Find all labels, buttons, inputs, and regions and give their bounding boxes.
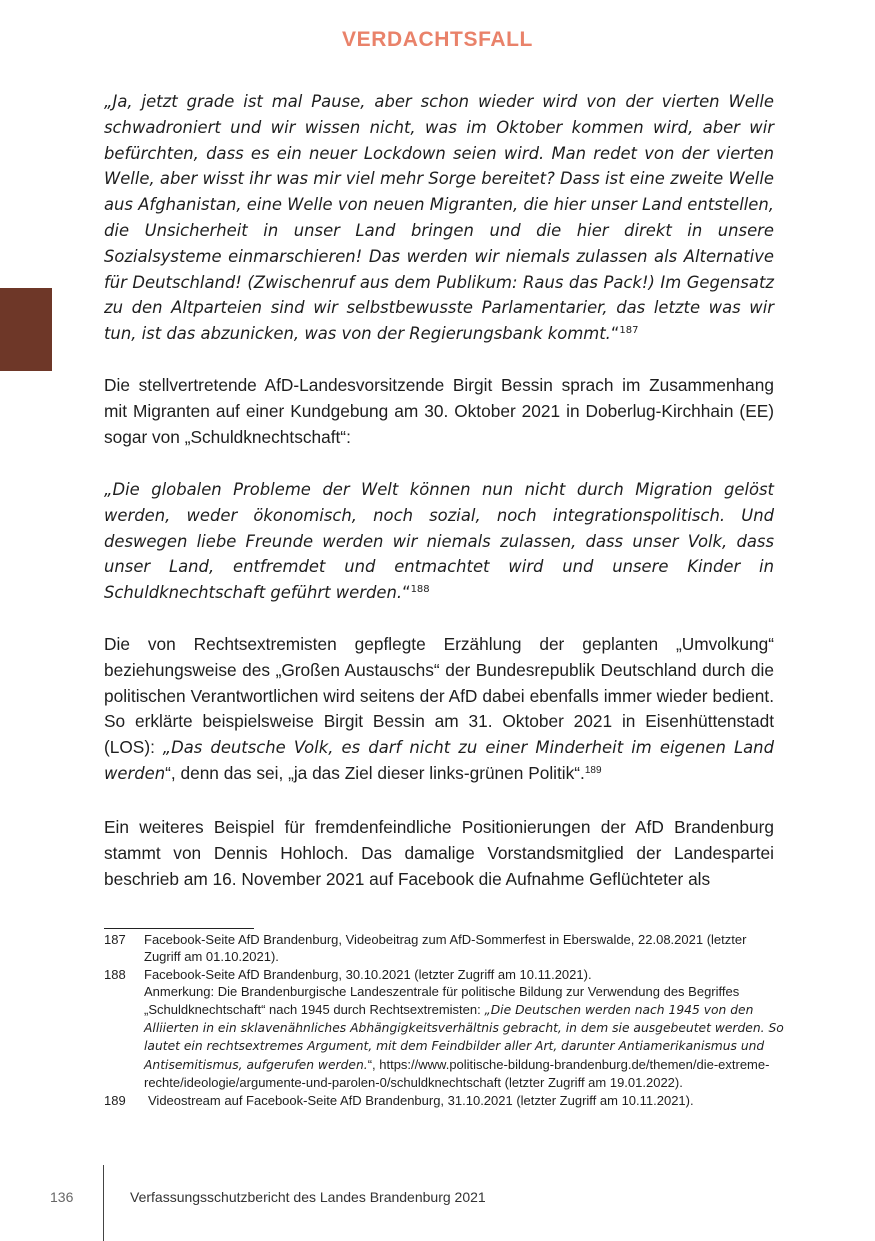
paragraph-2 xyxy=(104,632,774,787)
paragraph-tail: “, denn das sei, „ja das Ziel dieser links-grünen Politik“. xyxy=(165,762,585,783)
paragraph-1 xyxy=(104,373,774,450)
quote-text: „Die globalen Probleme der Welt können nun nicht durch Migration gelöst werden, weder ökonomisch, noch sozial, noch integrationspolitisch. Und deswegen liebe Freunde werden wir niemals zulassen, dass unser Volk, dass unser Land, entfremdet und entmachtet wird und unsere Kinder in Schuldknechtschaft geführt werden. xyxy=(104,480,774,603)
quote-text: „Ja, jetzt grade ist mal Pause, aber schon wieder wird von der vierten Welle schwadroniert und wir wissen nicht, was im Oktober kommen wird, aber wir befürchten, dass es ein neuer Lockdown seien wird. Man redet von der vierten Welle, aber wisst ihr was mir viel mehr Sorge bereitet? Dass ist eine zweite Welle aus Afghanistan, eine Welle von neuen Migranten, die hier unser Land entstellen, die Unsicherheit in unser Land bringen und die hier direkt in unsere Sozialsysteme einmarschieren! Das werden wir niemals zulassen als Alternative für Deutschland! (Zwischenruf aus dem Publikum: Raus das Pack!) Im Gegensatz zu den Altparteien sind wir selbstbewusste Parlamentarier, das letzte was wir tun, ist das abzunicken, was von der Regierungsbank kommt. xyxy=(104,92,774,344)
quote-close: “ xyxy=(402,583,411,603)
page-number: 136 xyxy=(50,1189,74,1205)
quote-close: “ xyxy=(610,324,620,344)
page-header-title: VERDACHTSFALL xyxy=(342,28,533,51)
footnote-text: Facebook-Seite AfD Brandenburg, 30.10.2021 (letzter Zugriff am 10.11.2021). xyxy=(144,966,592,982)
footnote-189 xyxy=(104,1092,784,1109)
footnote-text: Videostream auf Facebook-Seite AfD Brandenburg, 31.10.2021 (letzter Zugriff am 10.11.2021). xyxy=(148,1092,694,1108)
footnotes xyxy=(104,931,784,1109)
footnote-quote: „Die Deutschen werden nach 1945 von den Alliierten in ein sklavenähnliches Abhängigkeitsverhältnis gebracht, in dem sie ausgebeutet werden. So lautet ein rechtsextremes Argument, mit dem Feindbilder aller Art, darunter Antiamerikanismus und Antisemitismus, aufgerufen werden. xyxy=(144,1002,784,1072)
paragraph-text: Die von Rechtsextremisten gepflegte Erzählung der geplanten „Umvolkung“ beziehungsweise des „Großen Austauschs“ der Bundesrepublik Deutschland durch die politischen Verantwortlichen wird seitens der AfD dabei ebenfalls immer wieder bedient. So erklärte beispielsweise Birgit Bessin am 31. Oktober 2021 in Eisenhüttenstadt (LOS): xyxy=(104,634,774,758)
footnote-187 xyxy=(104,931,784,966)
inline-quote: „Das deutsche Volk, es darf nicht zu einer Minderheit im eigenen Land werden xyxy=(104,738,774,783)
paragraph-3 xyxy=(104,815,774,892)
chapter-tab-marker xyxy=(0,288,52,371)
footer-title: Verfassungsschutzbericht des Landes Brandenburg 2021 xyxy=(130,1189,486,1205)
paragraph-text: Ein weiteres Beispiel für fremdenfeindliche Positionierungen der AfD Brandenburg stammt von Dennis Hohloch. Das damalige Vorstandsmitglied der Landespartei beschrieb am 16. November 2021 auf Facebook die Aufnahme Geflüchteter als xyxy=(104,817,774,889)
footnote-number: 189 xyxy=(104,1092,126,1108)
footnote-ref-189[interactable]: 189 xyxy=(584,764,602,776)
paragraph-text: Die stellvertretende AfD-Landesvorsitzende Birgit Bessin sprach im Zusammenhang mit Migranten auf einer Kundgebung am 30. Oktober 2021 in Doberlug-Kirchhain (EE) sogar von „Schuldknechtschaft“: xyxy=(104,375,774,447)
footnote-text: Facebook-Seite AfD Brandenburg, Videobeitrag zum AfD-Sommerfest in Eberswalde, 22.08.2021 (letzter Zugriff am 01.10.2021). xyxy=(144,932,747,965)
footnote-ref-187[interactable]: 187 xyxy=(619,325,639,337)
footnote-note: Anmerkung: Die Brandenburgische Landeszentrale für politische Bildung zur Verwendung des Begriffes „Schuldknechtschaft“ nach 1945 durch Rechtsextremisten: xyxy=(144,984,740,1017)
quote-block-1 xyxy=(104,89,774,347)
footer-divider xyxy=(103,1165,104,1241)
footnote-number: 188 xyxy=(104,966,126,982)
footnote-188 xyxy=(104,966,784,1092)
footnote-note-tail: “, https://www.politische-bildung-brandenburg.de/themen/die-extreme-rechte/ideologie/argumente-und-parolen-0/schuldknechtschaft (letzter Zugriff am 19.01.2022). xyxy=(144,1056,770,1091)
footnote-divider xyxy=(104,928,254,929)
footnote-number: 187 xyxy=(104,932,126,947)
footnote-ref-188[interactable]: 188 xyxy=(410,584,430,596)
quote-block-2 xyxy=(104,477,774,606)
